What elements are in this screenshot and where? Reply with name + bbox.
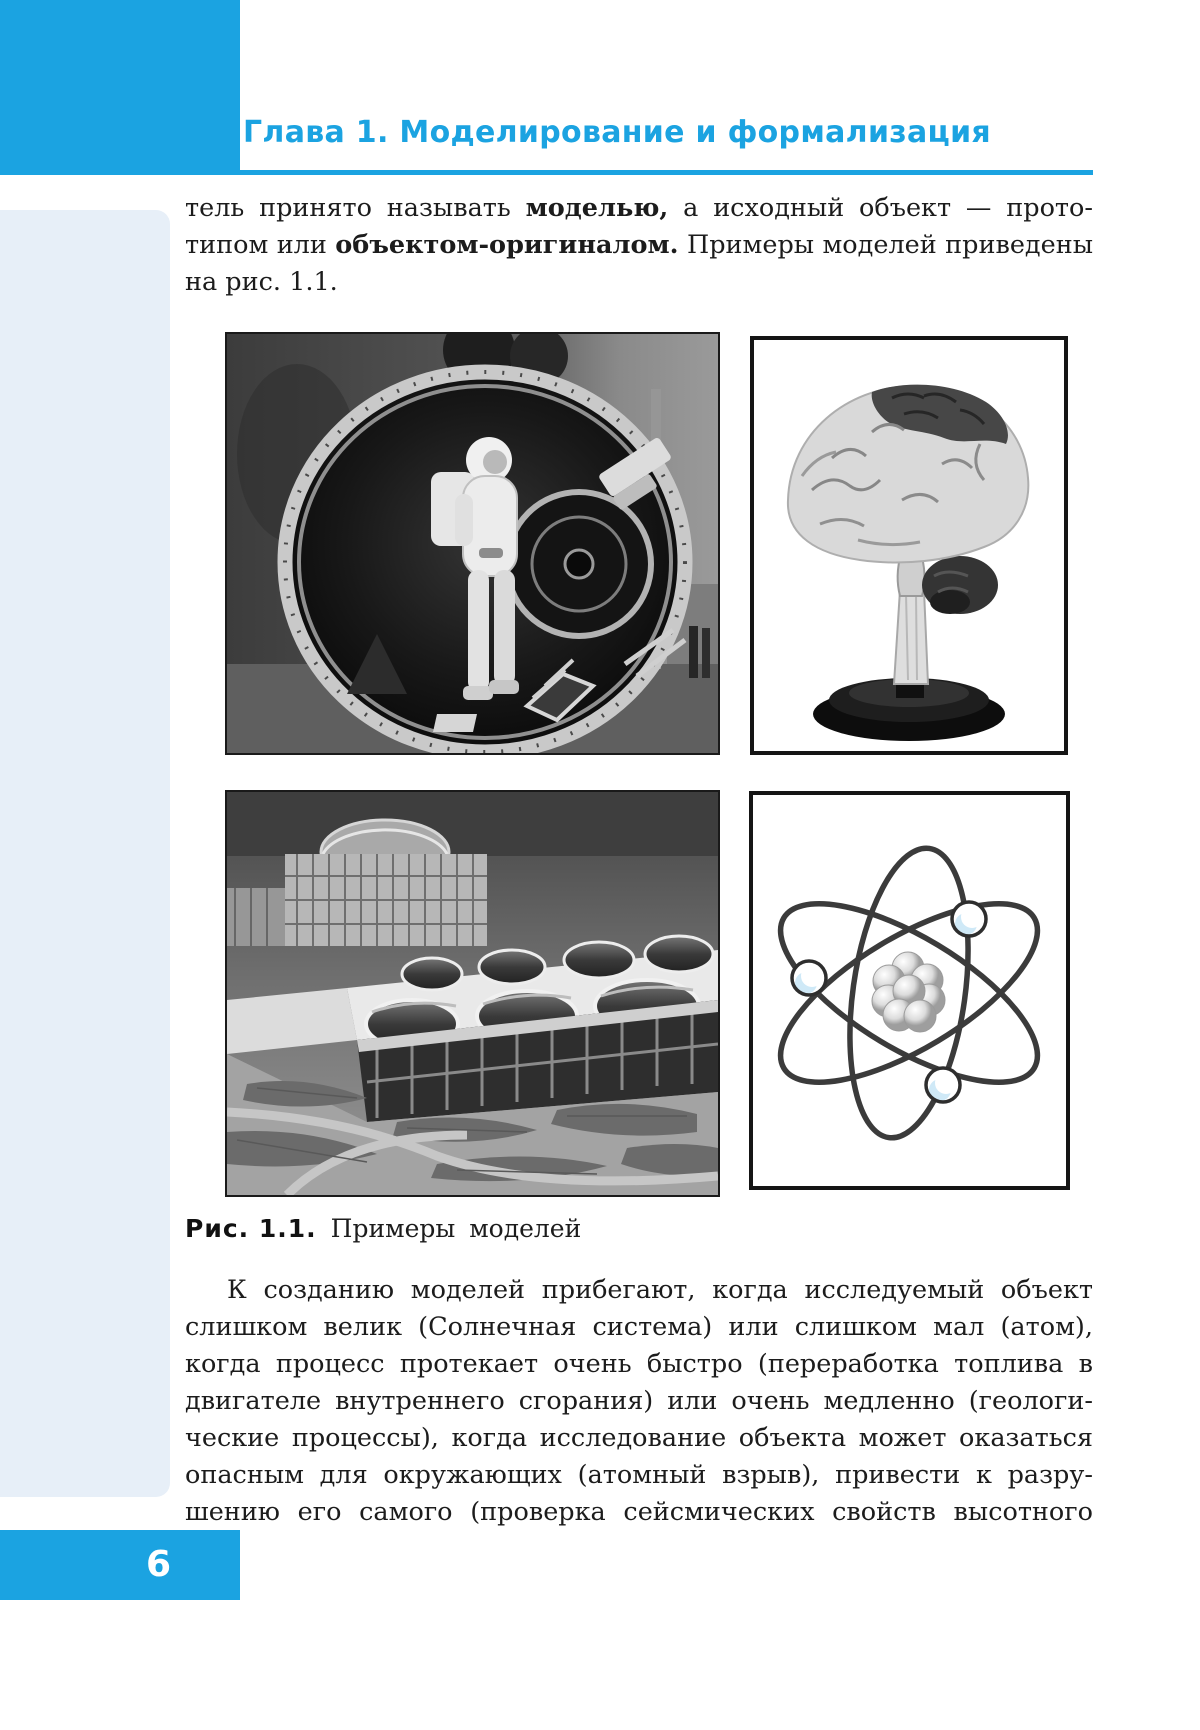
brain-model-photo xyxy=(750,336,1068,755)
atom-planetary-model-drawing xyxy=(749,791,1070,1190)
chapter-underline-rule xyxy=(240,170,1093,175)
text-line: шению его самого (проверка сейсмических свойств высотного xyxy=(185,1497,1093,1527)
page-number: 6 xyxy=(146,1544,172,1585)
margin-stripe xyxy=(0,210,170,1497)
figure-caption-text: Примеры моделей xyxy=(330,1214,582,1243)
text-line: тель принято называть моделью, а исходный объект — прото- xyxy=(185,193,1093,223)
text-line: типом или объектом-оригиналом. Примеры моделей приведены xyxy=(185,230,1093,260)
text-line: когда процесс протекает очень быстро (переработка топлива в xyxy=(185,1349,1093,1379)
figure-caption xyxy=(185,1214,581,1243)
space-capsule-illustration xyxy=(227,334,718,753)
chapter-corner-block xyxy=(0,0,240,175)
chapter-title: Глава 1. Моделирование и формализация xyxy=(243,115,991,150)
paragraph-intro xyxy=(185,190,1093,301)
text-line: опасным для окружающих (атомный взрыв), привести к разру- xyxy=(185,1460,1093,1490)
page-number-banner xyxy=(0,1530,240,1600)
brain-model-illustration xyxy=(754,340,1064,751)
building-model-illustration xyxy=(227,792,718,1195)
figure-caption-label: Рис. 1.1. xyxy=(185,1214,317,1243)
text-line: на рис. 1.1. xyxy=(185,267,338,297)
text-line: ческие процессы), когда исследование объекта может оказаться xyxy=(185,1423,1093,1453)
atom-illustration xyxy=(753,795,1066,1186)
text-line: слишком велик (Солнечная система) или слишком мал (атом), xyxy=(185,1312,1093,1342)
text-line: К созданию моделей прибегают, когда исследуемый объект xyxy=(227,1275,1093,1305)
building-architecture-model-photo xyxy=(225,790,720,1197)
space-capsule-model-photo xyxy=(225,332,720,755)
text-line: двигателе внутреннего сгорания) или очень медленно (геологи- xyxy=(185,1386,1093,1416)
paragraph-body xyxy=(185,1272,1093,1531)
